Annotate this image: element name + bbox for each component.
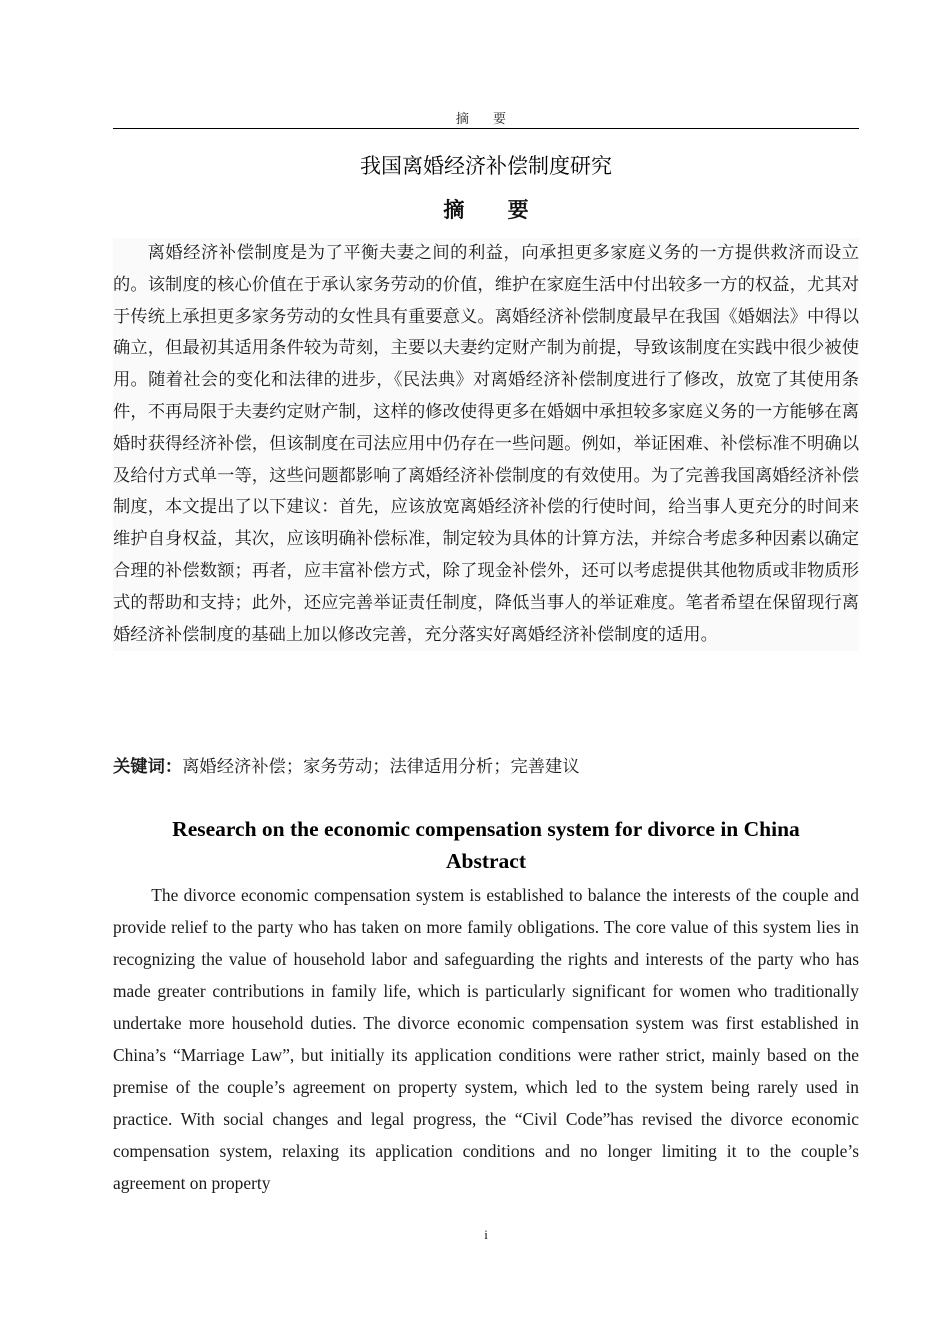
keywords-list: 离婚经济补偿；家务劳动；法律适用分析；完善建议	[182, 757, 580, 777]
chinese-title: 我国离婚经济补偿制度研究	[360, 154, 612, 178]
english-title: Research on the economic compensation system for divorce in China	[172, 817, 800, 841]
chinese-abstract-body: 离婚经济补偿制度是为了平衡夫妻之间的利益，向承担更多家庭义务的一方提供救济而设立的。该制度的核心价值在于承认家务劳动的价值，维护在家庭生活中付出较多一方的权益，尤其对于传统上承担更多家务劳动的女性具有重要意义。离婚经济补偿制度最早在我国《婚姻法》中得以确立，但最初其适用条件较为苛刻，主要以夫妻约定财产制为前提，导致该制度在实践中很少被使用。随着社会的变化和法律的进步，《民法典》对离婚经济补偿制度进行了修改，放宽了其使用条件，不再局限于夫妻约定财产制，这样的修改使得更多在婚姻中承担较多家庭义务的一方能够在离婚时获得经济补偿，但该制度在司法应用中仍存在一些问题。例如，举证困难、补偿标准不明确以及给付方式单一等，这些问题都影响了离婚经济补偿制度的有效使用。为了完善我国离婚经济补偿制度，本文提出了以下建议：首先，应该放宽离婚经济补偿的行使时间，给当事人更充分的时间来维护自身权益，其次，应该明确补偿标准，制定较为具体的计算方法，并综合考虑多种因素以确定合理的补偿数额；再者，应丰富补偿方式，除了现金补偿外，还可以考虑提供其他物质或非物质形式的帮助和支持；此外，还应完善举证责任制度，降低当事人的举证难度。笔者希望在保留现行离婚经济补偿制度的基础上加以修改完善，充分落实好离婚经济补偿制度的适用。	[113, 238, 859, 651]
chinese-abstract-heading: 摘 要	[443, 198, 547, 222]
header-rule	[113, 128, 859, 129]
keywords-label: 关键词：	[113, 757, 183, 777]
english-abstract-body: The divorce economic compensation system is established to balance the interests of the couple and provide relief to the party who has taken on more family obligations. The core value of this system lies in recognizing the value of household labor and safeguarding the rights and interests of the party who has made greater contributions in family life, which is particularly significant for women who traditionally undertake more household duties. The divorce economic compensation system was first established in China’s “Marriage Law”, but initially its application conditions were rather strict, mainly based on the premise of the couple’s agreement on property system, which led to the system being rarely used in practice. With social changes and legal progress, the “Civil Code”has revised the divorce economic compensation system, relaxing its application conditions and no longer limiting it to the couple’s agreement on property	[113, 885, 859, 1193]
chinese-keywords	[113, 752, 859, 777]
running-header: 摘 要	[455, 112, 517, 127]
english-title-block	[113, 813, 859, 877]
english-abstract-heading: Abstract	[445, 849, 526, 873]
page-number: i	[484, 1227, 488, 1242]
